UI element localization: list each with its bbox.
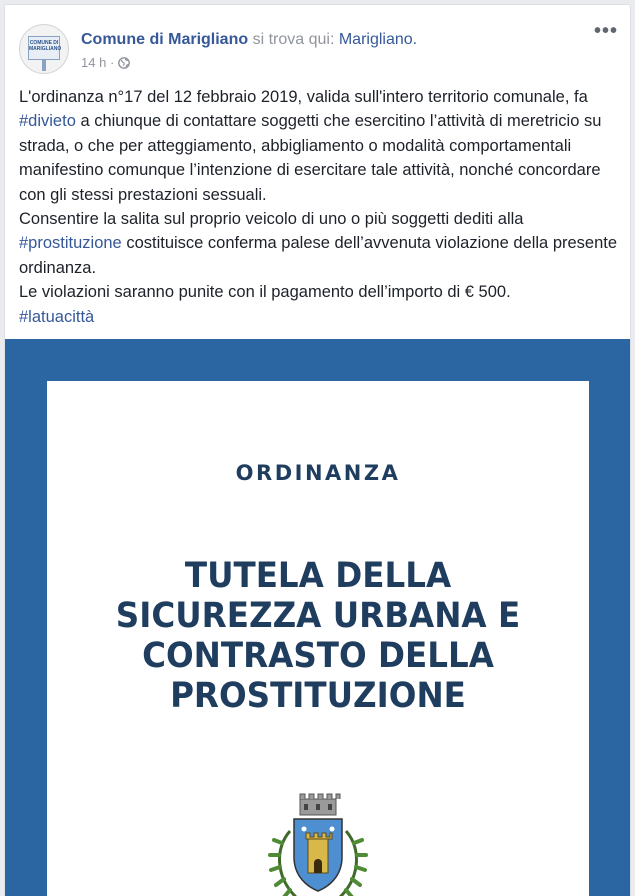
post-author-line [81, 30, 417, 50]
poster-title-line-1: TUTELA DELLA [184, 556, 452, 596]
timestamp-link[interactable]: 14 h [81, 55, 107, 70]
post-card [4, 4, 631, 896]
post-paragraph-2 [19, 207, 619, 280]
poster-title [66, 556, 570, 716]
avatar-sign-line1: COMUNE DI [29, 40, 59, 46]
post-paragraph-3: Le violazioni saranno punite con il pagamento dell’importo di € 500. [19, 283, 511, 302]
coat-of-arms-icon [268, 791, 368, 896]
location-link[interactable]: Marigliano. [338, 31, 418, 48]
post-header [19, 19, 618, 73]
post-image[interactable] [5, 339, 630, 896]
page-avatar[interactable] [19, 24, 69, 74]
p1-text-before: L'ordinanza n°17 del 12 febbraio 2019, valida sull'intero territorio comunale, fa [19, 88, 588, 106]
p2-text-before: Consentire la salita sul proprio veicolo di uno o più soggetti dediti alla [19, 210, 524, 229]
poster-title-line-3: CONTRASTO DELLA [142, 636, 494, 676]
hashtag-latuacitta[interactable]: #latuacittà [19, 307, 95, 326]
globe-icon[interactable] [118, 57, 130, 69]
meta-separator: · [109, 55, 115, 70]
post-message [19, 85, 619, 329]
p1-text-after: a chiunque di contattare soggetti che esercitino l’attività di meretricio su strada, o che per atteggiamento, abbigliamento o modalità comportamentali manifestino comunque l’intenzione di esercitare tale attività, nonché concordare con gli stessi prestazioni sessuali. [19, 112, 602, 204]
poster-title-line-4: PROSTITUZIONE [170, 676, 466, 716]
hashtag-prostituzione[interactable]: #prostituzione [19, 234, 122, 253]
p2-text-after: costituisce conferma palese dell’avvenuta violazione della presente ordinanza. [19, 234, 618, 277]
poster-title-line-2: SICUREZZA URBANA E [115, 596, 521, 636]
page-name-link[interactable]: Comune di Marigliano [81, 31, 249, 48]
avatar-sign [28, 36, 60, 60]
hashtag-divieto[interactable]: #divieto [19, 112, 76, 131]
post-meta [81, 55, 130, 71]
avatar-stand [42, 59, 46, 71]
avatar-sign-line2: MARIGLIANO [29, 46, 62, 52]
poster-kicker: ORDINANZA [235, 461, 401, 485]
ordinance-poster [47, 381, 589, 896]
post-paragraph-4 [19, 305, 619, 329]
post-paragraph-1 [19, 85, 619, 207]
is-at-text: si trova qui: [252, 31, 335, 48]
more-options-icon[interactable]: ••• [593, 20, 618, 42]
